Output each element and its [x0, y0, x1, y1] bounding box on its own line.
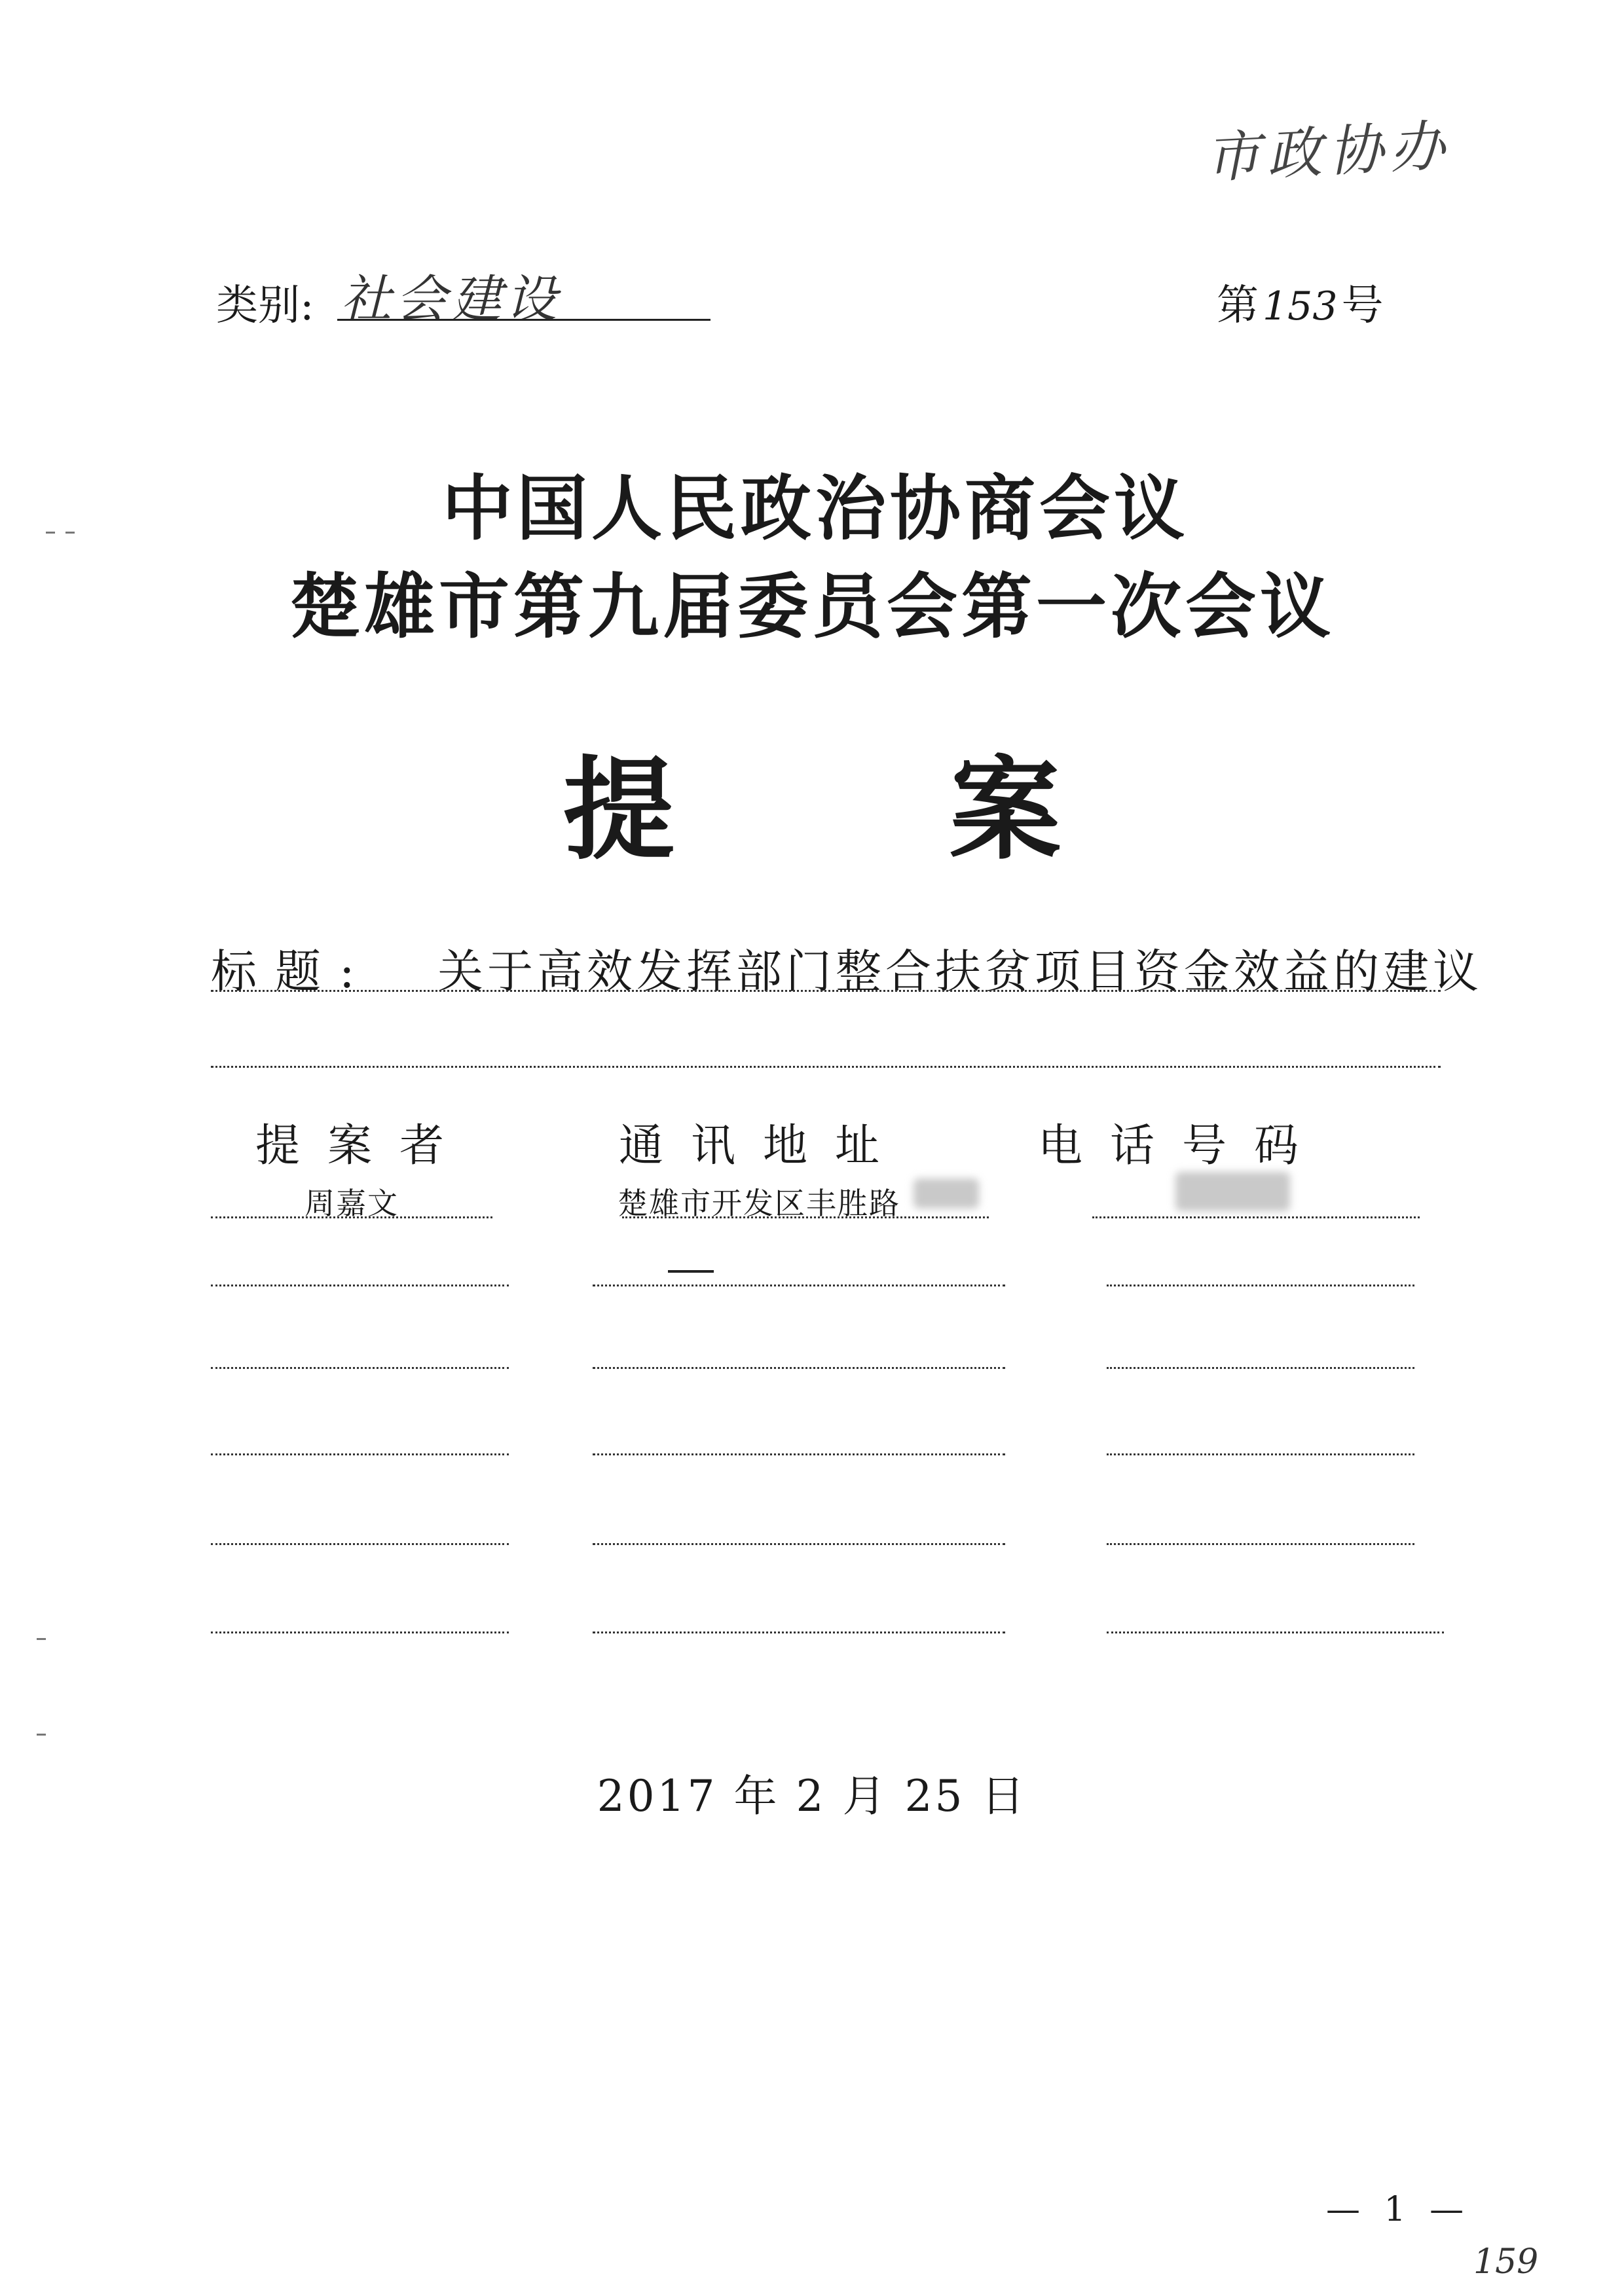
row-3-address-line [593, 1367, 1005, 1369]
address-value: 楚雄市开发区丰胜路 [618, 1186, 900, 1221]
proposer-name: 周嘉文 [304, 1186, 399, 1221]
number-value: 153 [1263, 283, 1338, 329]
scan-speck [37, 1638, 46, 1640]
header-phone: 电话号码 [1038, 1120, 1327, 1172]
subject-dotted-line-1 [211, 990, 1441, 992]
row-4-phone-line [1107, 1453, 1414, 1455]
subject-value: 关于高效发挥部门整合扶贫项目资金效益的建议 [437, 945, 1483, 998]
row-4-address-line [593, 1453, 1005, 1455]
document-type-heading: 提案 [563, 744, 1336, 875]
row-5-address-line [593, 1543, 1005, 1545]
category-value: 社会建设 [341, 270, 561, 329]
conference-title: 中国人民政治协商会议 [441, 467, 1189, 550]
row-4-proposer-line [211, 1453, 509, 1455]
handwritten-corner-note: 市政协办 [1204, 113, 1453, 191]
row-6-proposer-line [211, 1631, 509, 1633]
scan-speck [65, 532, 75, 534]
number-suffix: 号 [1341, 282, 1384, 330]
row-6-phone-line [1107, 1631, 1444, 1633]
page-number: — 1 — [1326, 2190, 1471, 2229]
row-6-address-line [593, 1631, 1005, 1633]
submission-date: 2017 年 2 月 25 日 [597, 1771, 1027, 1821]
subject-label: 标题: [211, 945, 373, 998]
header-proposer: 提案者 [255, 1120, 472, 1172]
row-1-phone-line [1092, 1216, 1420, 1218]
archive-number: 159 [1473, 2242, 1539, 2282]
row-5-phone-line [1107, 1543, 1414, 1545]
row-2-address-line [593, 1285, 1005, 1286]
session-title: 楚雄市第九届委员会第一次会议 [289, 566, 1335, 648]
row-3-phone-line [1107, 1367, 1414, 1369]
row-1-proposer-line [211, 1216, 492, 1218]
number-prefix: 第 [1217, 282, 1259, 330]
row-3-proposer-line [211, 1367, 509, 1369]
row-1-address-line [622, 1216, 989, 1218]
row-2-proposer-line [211, 1285, 509, 1286]
subject-dotted-line-2 [211, 1066, 1441, 1068]
scan-speck [46, 532, 55, 534]
redacted-phone-number [1175, 1172, 1290, 1211]
category-underline [337, 319, 710, 321]
category-label: 类别: [216, 282, 314, 330]
scan-speck [37, 1734, 46, 1736]
row-5-proposer-line [211, 1543, 509, 1545]
short-dash-mark [668, 1270, 714, 1273]
redacted-address-number [913, 1178, 979, 1209]
proposal-number [1217, 272, 1384, 332]
row-2-phone-line [1107, 1285, 1414, 1286]
header-address: 通讯地址 [619, 1120, 908, 1172]
